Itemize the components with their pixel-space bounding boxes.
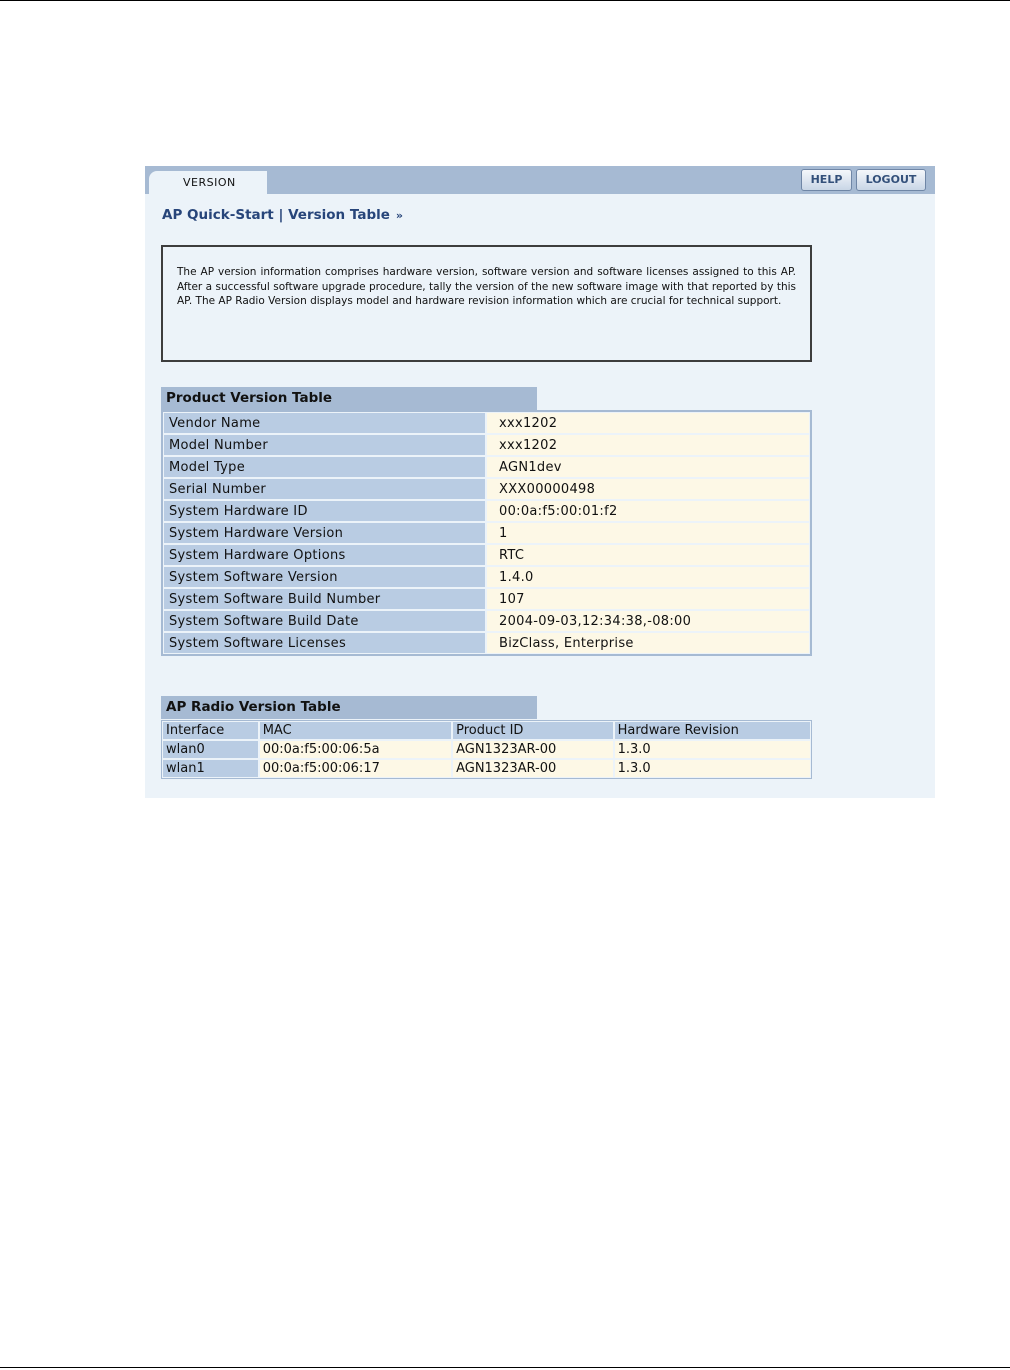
table-row [163,544,810,566]
table-row [163,478,810,500]
breadcrumb-quick-start[interactable]: AP Quick-Start [162,207,274,223]
table-cell: 00:0a:f5:00:06:5a [259,740,452,759]
radio-version-table-title: AP Radio Version Table [161,696,537,719]
row-value: 2004-09-03,12:34:38,-08:00 [486,610,810,632]
info-text: The AP version information comprises hardware version, software version and software licenses assigned to this AP. After a successful software upgrade procedure, tally the version of the new software image with that reported by this AP. The AP Radio Version displays model and hardware revision information which are crucial for technical support. [177,266,796,307]
row-value: BizClass, Enterprise [486,632,810,654]
breadcrumb-separator: | [273,207,289,223]
column-header: Interface [162,721,259,740]
table-cell: wlan1 [162,759,259,778]
table-cell: 1.3.0 [614,740,811,759]
row-label: System Hardware Version [163,522,486,544]
row-value: xxx1202 [486,412,810,434]
info-box [161,245,812,362]
logout-button[interactable]: LOGOUT [856,169,926,191]
breadcrumb-version-table: Version Table [288,207,390,223]
table-row [163,632,810,654]
row-label: System Hardware Options [163,544,486,566]
version-panel [145,166,935,798]
help-button[interactable]: HELP [801,169,852,191]
table-cell: 00:0a:f5:00:06:17 [259,759,452,778]
row-value: 1 [486,522,810,544]
row-label: System Software Build Date [163,610,486,632]
table-row [163,610,810,632]
table-row [162,740,811,759]
row-value: 1.4.0 [486,566,810,588]
row-value: AGN1dev [486,456,810,478]
row-label: Model Number [163,434,486,456]
tab-version[interactable]: VERSION [149,171,267,195]
row-label: System Software Licenses [163,632,486,654]
column-header: Hardware Revision [614,721,811,740]
product-version-table [161,410,812,656]
table-row [163,412,810,434]
table-row [163,522,810,544]
table-row [163,434,810,456]
table-row [162,759,811,778]
bottom-rule [0,1367,1010,1368]
breadcrumb [162,207,403,223]
row-value: RTC [486,544,810,566]
table-cell: AGN1323AR-00 [452,759,614,778]
product-version-table-title: Product Version Table [161,387,537,410]
top-nav-bar [145,166,935,194]
row-label: Vendor Name [163,412,486,434]
row-label: System Software Build Number [163,588,486,610]
column-header: Product ID [452,721,614,740]
row-value: 107 [486,588,810,610]
top-rule [0,0,1010,1]
table-row [163,566,810,588]
chevron-right-icon: » [395,209,404,222]
table-row [163,500,810,522]
table-row [163,456,810,478]
row-label: System Software Version [163,566,486,588]
table-cell: wlan0 [162,740,259,759]
row-value: xxx1202 [486,434,810,456]
table-row [163,588,810,610]
row-value: XXX00000498 [486,478,810,500]
row-label: System Hardware ID [163,500,486,522]
row-label: Model Type [163,456,486,478]
table-cell: 1.3.0 [614,759,811,778]
row-value: 00:0a:f5:00:01:f2 [486,500,810,522]
table-cell: AGN1323AR-00 [452,740,614,759]
radio-version-table [161,720,812,779]
row-label: Serial Number [163,478,486,500]
column-header: MAC [259,721,452,740]
